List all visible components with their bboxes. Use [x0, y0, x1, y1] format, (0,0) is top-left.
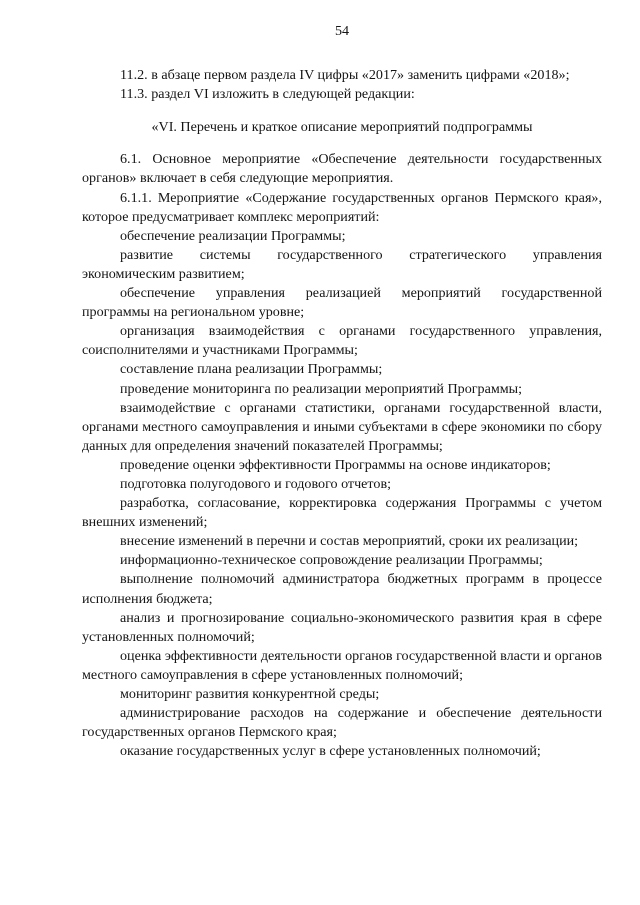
list-item: мониторинг развития конкурентной среды;	[120, 686, 380, 702]
paragraph: 6.1. Основное мероприятие «Обеспечение деятельности государственных органов» включает в себя следующие мероприятия.	[82, 151, 602, 187]
list-item: развитие системы государственного стратегического управления экономическим развитием;	[82, 246, 602, 282]
list-item: информационно-техническое сопровождение реализации Программы;	[120, 552, 543, 569]
list-item: разработка, согласование, корректировка содержания Программы с учетом внешних изменений;	[82, 495, 602, 531]
list-item: анализ и прогнозирование социально-экономического развития края в сфере установленных полномочий;	[82, 609, 602, 645]
paragraph: 11.2. в абзаце первом раздела IV цифры «2017» заменить цифрами «2018»;	[120, 67, 570, 84]
list-item: подготовка полугодового и годового отчетов;	[120, 475, 392, 492]
list-item: выполнение полномочий администратора бюджетных программ в процессе исполнения бюджета;	[82, 571, 602, 607]
list-item: обеспечение реализации Программы;	[120, 227, 346, 244]
list-item: администрирование расходов на содержание и обеспечение деятельности государственных органов Пермского края;	[82, 705, 602, 741]
list-item: проведение оценки эффективности Программы на основе индикаторов;	[120, 456, 551, 473]
list-item: проведение мониторинга по реализации мероприятий Программы;	[120, 380, 523, 397]
list-item: составление плана реализации Программы;	[120, 361, 383, 378]
paragraph: 6.1.1. Мероприятие «Содержание государственных органов Пермского края», которое предусматривает комплекс мероприятий:	[82, 189, 602, 225]
list-item: внесение изменений в перечни и состав мероприятий, сроки их реализации;	[120, 533, 579, 550]
section-title: «VI. Перечень и краткое описание мероприятий подпрограммы	[151, 119, 533, 136]
list-item: организация взаимодействия с органами государственного управления, соисполнителями и участниками Программы;	[82, 323, 602, 359]
list-item: оценка эффективности деятельности органов государственной власти и органов местного самоуправления в сфере установленных полномочий;	[82, 647, 602, 683]
page-number: 54	[334, 23, 350, 39]
list-item: взаимодействие с органами статистики, органами государственной власти, органами местного самоуправления и иными субъектами в сфере экономики по сбору данных для определения значений показателей Программы;	[82, 399, 602, 454]
list-item: обеспечение управления реализацией мероприятий государственной программы на региональном уровне;	[82, 285, 602, 321]
paragraph: 11.3. раздел VI изложить в следующей редакции:	[120, 86, 415, 103]
list-item: оказание государственных услуг в сфере установленных полномочий;	[120, 743, 541, 760]
